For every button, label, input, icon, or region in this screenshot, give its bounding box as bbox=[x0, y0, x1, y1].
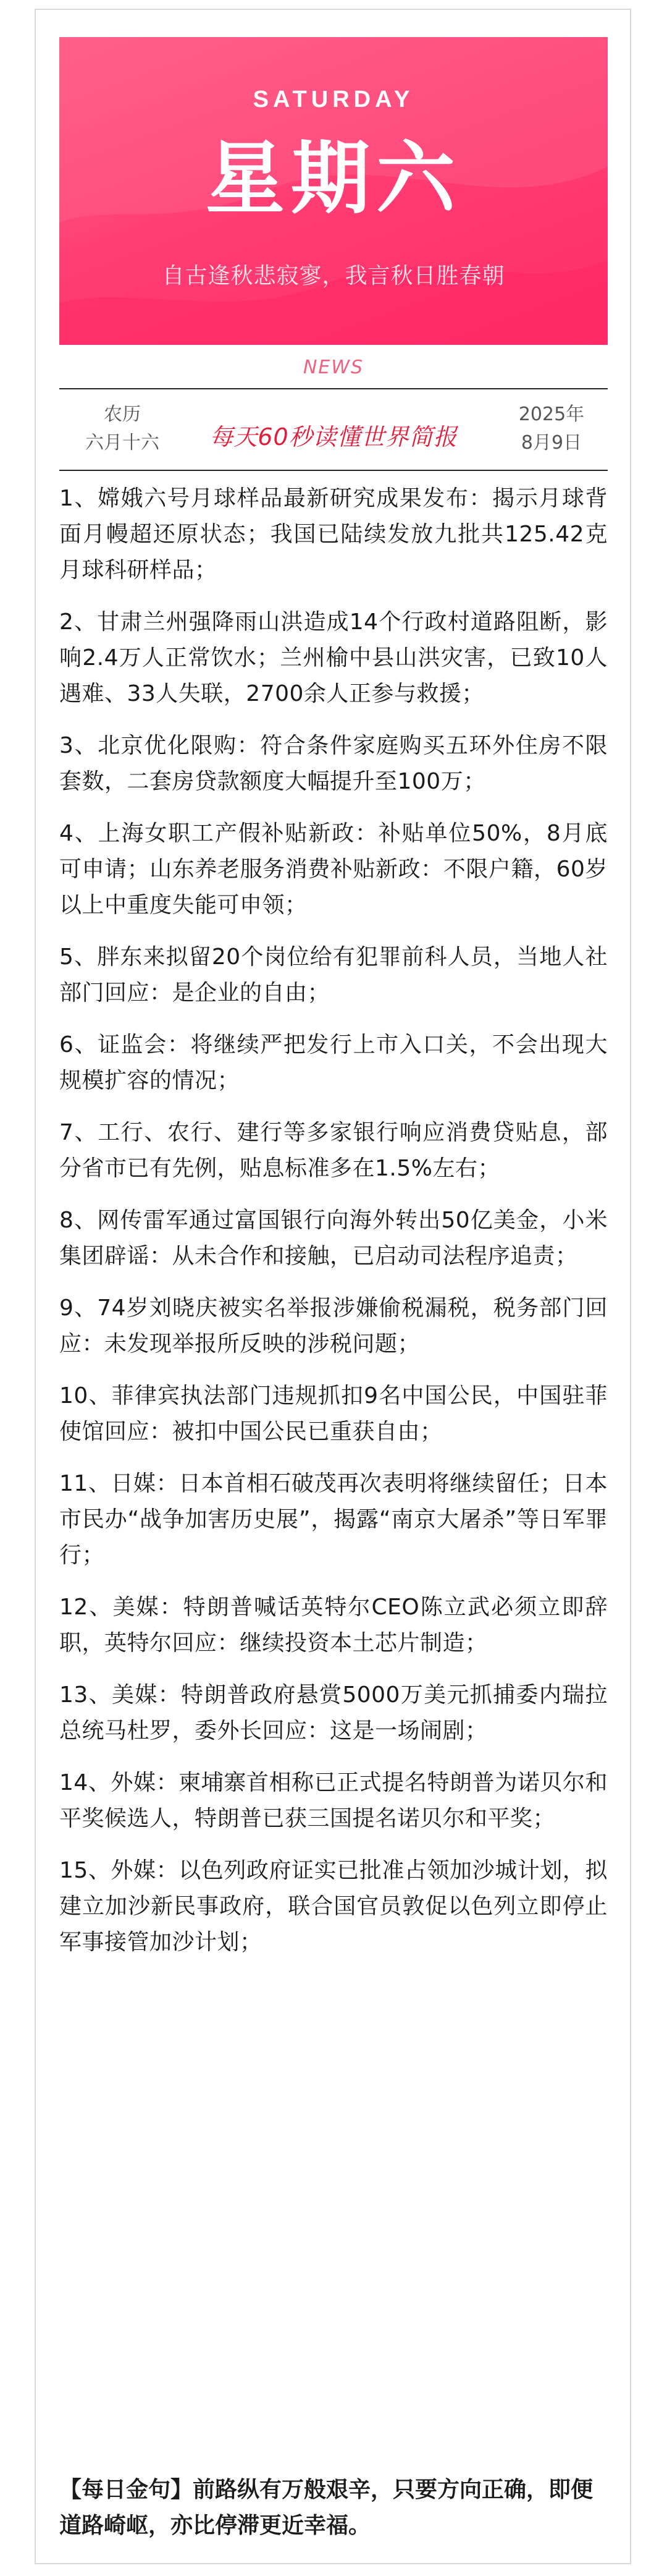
gregorian-date-block bbox=[499, 400, 604, 457]
news-item: 4、上海女职工产假补贴新政：补贴单位50%，8月底可申请；山东养老服务消费补贴新政：不限户籍，60岁以上中重度失能可申领； bbox=[59, 821, 608, 918]
lunar-label: 农历 bbox=[104, 404, 141, 425]
news-item: 5、胖东来拟留20个岗位给有犯罪前科人员，当地人社部门回应：是企业的自由； bbox=[59, 944, 608, 1006]
news-item: 12、美媒：特朗普喊话英特尔CEO陈立武必须立即辞职，英特尔回应：继续投资本土芯片制造； bbox=[59, 1595, 608, 1656]
brief-slogan: 每天60秒读懂世界简报 bbox=[209, 423, 458, 451]
divider-top bbox=[59, 388, 608, 389]
hero-day-english: SATURDAY bbox=[253, 87, 414, 112]
news-item: 2、甘肃兰州强降雨山洪造成14个行政村道路阻断，影响2.4万人正常饮水；兰州榆中县山洪灾害，已致10人遇难、33人失联，2700余人正参与救援； bbox=[59, 609, 608, 706]
news-item: 13、美媒：特朗普政府悬赏5000万美元抓捕委内瑞拉总统马杜罗，委外长回应：这是一场闹剧； bbox=[59, 1682, 608, 1743]
news-item: 10、菲律宾执法部门违规抓扣9名中国公民，中国驻菲使馆回应：被扣中国公民已重获自由； bbox=[59, 1383, 608, 1444]
hero-banner bbox=[59, 37, 608, 345]
news-item: 15、外媒：以色列政府证实已批准占领加沙城计划，拟建立加沙新民事政府，联合国官员敦促以色列立即停止军事接管加沙计划； bbox=[59, 1858, 608, 1955]
news-item: 14、外媒：柬埔寨首相称已正式提名特朗普为诺贝尔和平奖候选人，特朗普已获三国提名诺贝尔和平奖； bbox=[59, 1770, 608, 1831]
news-list bbox=[59, 481, 608, 1976]
news-label: NEWS bbox=[303, 357, 364, 378]
news-item: 1、嫦娥六号月球样品最新研究成果发布：揭示月球背面月幔超还原状态；我国已陆续发放九批共125.42克月球科研样品； bbox=[59, 486, 608, 583]
news-item: 11、日媒：日本首相石破茂再次表明将继续留任；日本市民办“战争加害历史展”，揭露“南京大屠杀”等日军罪行； bbox=[59, 1471, 608, 1568]
lunar-date-block bbox=[67, 400, 178, 457]
divider-bottom bbox=[59, 470, 608, 471]
news-item: 7、工行、农行、建行等多家银行响应消费贷贴息，部分省市已有先例，贴息标准多在1.5%左右； bbox=[59, 1120, 608, 1181]
daily-quote: 【每日金句】前路纵有万般艰辛，只要方向正确，即便道路崎岖，亦比停滞更近幸福。 bbox=[59, 2477, 594, 2538]
date-month-day: 8月9日 bbox=[521, 432, 582, 454]
news-item: 3、北京优化限购：符合条件家庭购买五环外住房不限套数，二套房贷款额度大幅提升至100万； bbox=[59, 733, 608, 794]
news-item: 8、网传雷军通过富国银行向海外转出50亿美金，小米集团辟谣：从未合作和接触，已启动司法程序追责； bbox=[59, 1208, 608, 1269]
hero-weekday: 星期六 bbox=[205, 133, 461, 225]
hero-quote: 自古逢秋悲寂寥，我言秋日胜春朝 bbox=[162, 263, 505, 289]
date-year: 2025年 bbox=[518, 404, 585, 425]
news-item: 6、证监会：将继续严把发行上市入口关，不会出现大规模扩容的情况； bbox=[59, 1032, 608, 1093]
lunar-date: 六月十六 bbox=[85, 432, 159, 454]
news-item: 9、74岁刘晓庆被实名举报涉嫌偷税漏税，税务部门回应：未发现举报所反映的涉税问题； bbox=[59, 1295, 608, 1357]
